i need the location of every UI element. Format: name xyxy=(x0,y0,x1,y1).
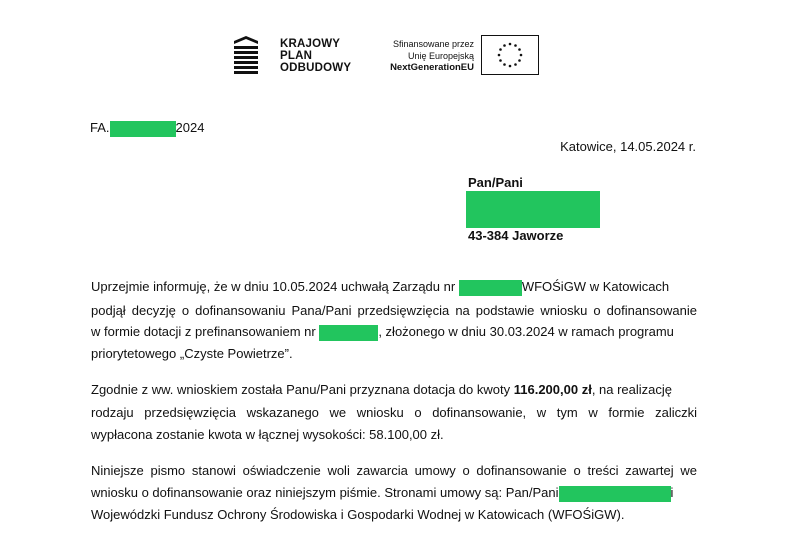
kpo-line-2: PLAN xyxy=(280,50,313,62)
p2-text-a: Zgodnie z ww. wnioskiem została Panu/Pani przyznana dotacja do kwoty xyxy=(91,382,514,397)
p2-line-2: rodzaju przedsięwzięcia wskazanego we wniosku o dofinansowanie, w tym w formie zaliczki xyxy=(91,405,697,420)
grant-amount: 116.200,00 zł xyxy=(513,382,592,397)
p3-line-2 xyxy=(91,485,673,502)
p1-line-1 xyxy=(91,279,669,296)
kpo-logo-text xyxy=(280,38,351,74)
p1-text-d: , złożonego w dniu 30.03.2024 w ramach programu xyxy=(378,324,674,339)
p2-line-1 xyxy=(91,382,672,398)
p1-line-2: podjął decyzję o dofinansowaniu Pana/Pani przedsięwzięcia na podstawie wniosku o dofinansowanie xyxy=(91,303,697,318)
recipient-name-redaction xyxy=(466,191,600,228)
kpo-logo-icon xyxy=(234,36,258,74)
kpo-line-1: KRAJOWY xyxy=(280,38,341,50)
reference-number xyxy=(90,120,204,137)
p1-text-b: WFOŚiGW w Katowicach xyxy=(521,279,670,294)
p3-line-3: Wojewódzki Fundusz Ochrony Środowiska i Gospodarki Wodnej w Katowicach (WFOŚiGW). xyxy=(91,507,625,522)
recipient-redaction xyxy=(559,486,671,502)
p3-text-a: wniosku o dofinansowanie oraz niniejszym piśmie. Stronami umowy są: Pan/Pani xyxy=(91,485,559,500)
recipient-salutation: Pan/Pani xyxy=(468,175,523,190)
resolution-number-redaction xyxy=(459,280,522,296)
eu-funding-text xyxy=(378,38,474,74)
redaction-block xyxy=(110,121,176,137)
recipient-postal: 43-384 Jaworze xyxy=(468,228,564,243)
ref-prefix: FA. xyxy=(90,120,110,135)
place-date: Katowice, 14.05.2024 r. xyxy=(560,139,696,154)
p3-line-1: Niniejsze pismo stanowi oświadczenie woli zawarcia umowy o dofinansowanie o treści zawartej we xyxy=(91,463,697,478)
p1-line-3 xyxy=(91,324,674,341)
p1-line-4: priorytetowego „Czyste Powietrze”. xyxy=(91,346,293,361)
p3-text-b: i xyxy=(670,485,674,500)
application-number-redaction xyxy=(319,325,378,341)
p1-text-c: w formie dotacji z prefinansowaniem nr xyxy=(91,324,320,339)
kpo-line-3: ODBUDOWY xyxy=(280,62,352,74)
eu-line-1: Sfinansowane przez xyxy=(392,39,474,49)
eu-flag-icon xyxy=(481,35,539,75)
eu-line-3: NextGenerationEU xyxy=(390,62,474,73)
p2-text-b: , na realizację xyxy=(591,382,673,397)
p1-text-a: Uprzejmie informuję, że w dniu 10.05.2024 uchwałą Zarządu nr xyxy=(91,279,459,294)
eu-line-2: Unię Europejską xyxy=(407,51,474,61)
p2-line-3: wypłacona zostanie kwota w łącznej wysokości: 58.100,00 zł. xyxy=(91,427,444,442)
ref-suffix: 2024 xyxy=(175,120,205,135)
